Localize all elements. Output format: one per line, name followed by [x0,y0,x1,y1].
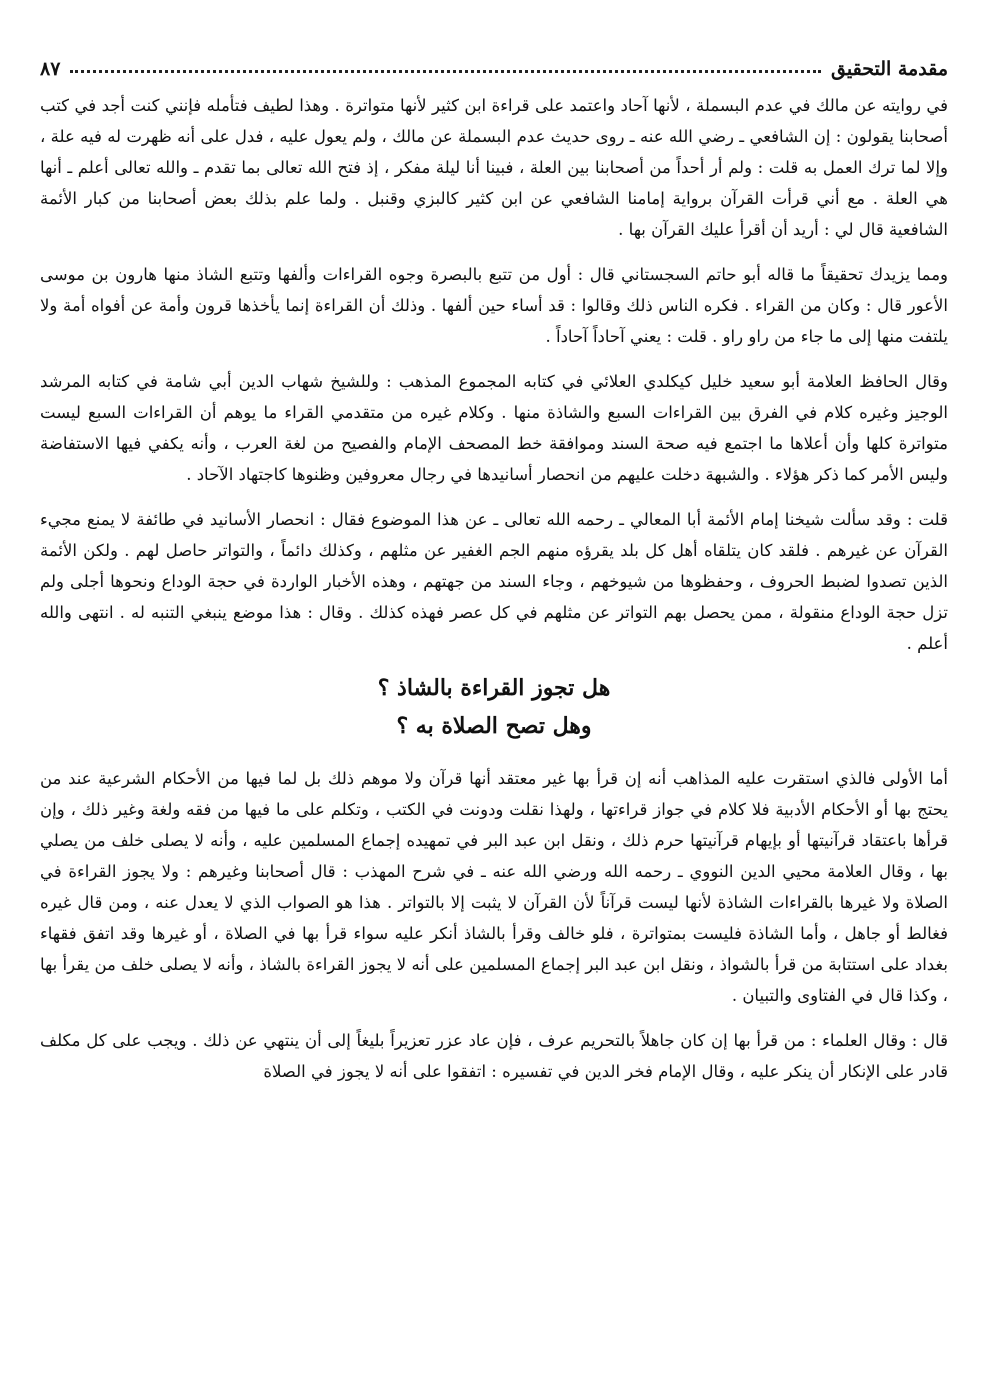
document-page [40,40,948,1340]
section-heading-line-2: وهل تصح الصلاة به ؟ [396,713,592,739]
page-number: ٨٧ [40,58,61,80]
paragraph-3: وقال الحافظ العلامة أبو سعيد خليل كيكلدي العلائي في كتابه المجموع المذهب : وللشيخ شهاب الدين أبي شامة في كتابه المرشد الوجيز وغيره كلام في الفرق بين القراءات السبع والشاذة منها . وكلام غيره من متقدمي القراء ما يوهم أن القراءات السبع ليست متواترة كلها وأن أعلاها ما اجتمع فيه صحة السند وموافقة خط المصحف الإمام والفصيح من لغة العرب ، وأنه يكفي فيها الاستفاضة وليس الأمر كما ذكر هؤلاء . والشبهة دخلت عليهم من انحصار أسانيدها في رجال معروفين وظنوها كاجتهاد الآحاد . [40,372,948,484]
paragraph-4: قلت : وقد سألت شيخنا إمام الأئمة أبا المعالي ـ رحمه الله تعالى ـ عن هذا الموضوع فقال : انحصار الأسانيد في طائفة لا يمنع مجيء القرآن عن غيرهم . فلقد كان يتلقاه أهل كل بلد يقرؤه منهم الجم الغفير عن مثلهم ، وكذلك دائماً ، والتواتر حاصل لهم . ولكن الأئمة الذين تصدوا لضبط الحروف ، وحفظوها من شيوخهم ، وجاء السند من جهتهم ، وهذه الأخبار الواردة في حجة الوداع ونحوها أجلى ولم تزل حجة الوداع منقولة ، ممن يحصل بهم التواتر عن مثلهم في كل عصر فهذه كذلك . وقال : هذا موضع ينبغي التنبه له . انتهى والله أعلم . [40,510,948,653]
paragraph-5: أما الأولى فالذي استقرت عليه المذاهب أنه إن قرأ بها غير معتقد أنها قرآن ولا موهم ذلك بل لما فيها من الأحكام الشرعية عند من يحتج بها أو الأحكام الأدبية فلا كلام في جواز قراءتها ، ولهذا نقلت ودونت في الكتب ، وتكلم على ما فيها من فقه ولغة وغير ذلك ، وإن قرأها باعتقاد قرآنيتها أو بإيهام قرآنيتها حرم ذلك ، ونقل ابن عبد البر في تمهيده إجماع المسلمين عليه ، وأنه لا يصلى خلف من يصلي بها ، وقال العلامة محيي الدين النووي ـ رحمه الله ورضي الله عنه ـ في شرح المهذب : قال أصحابنا وغيرهم : ولا يجوز القراءة في الصلاة ولا غيرها بالقراءات الشاذة لأنها ليست قرآناً لأن القرآن لا يثبت إلا بالتواتر . هذا هو الصواب الذي لا يعدل عنه ، ومن قال غيره فغالط أو جاهل ، وأما الشاذة فليست بمتواترة ، فلو خالف وقرأ بالشاذ أنكر عليه سواء قرأ بها في الصلاة ، أو غيرها وقد اتفق فقهاء بغداد على استتابة من قرأ بالشواذ ، ونقل ابن عبد البر إجماع المسلمين على أنه لا يجوز القراءة بالشاذ ، وأنه لا يصلى خلف من يقرأ بها ، وكذا قال في الفتاوى والتبيان . [40,769,948,1005]
header-title: مقدمة التحقيق [831,58,948,80]
paragraph-1: في روايته عن مالك في عدم البسملة ، لأنها آحاد واعتمد على قراءة ابن كثير لأنها متواترة . وهذا لطيف فتأمله فإنني كنت أجد في كتب أصحابنا يقولون : إن الشافعي ـ رضي الله عنه ـ روى حديث عدم البسملة عن مالك ، ولم يعول عليه ، فدل على أنه ظهرت له فيه علة ، وإلا لما ترك العمل به قلت : ولم أر أحداً من أصحابنا بين العلة ، فبينا أنا ليلة مفكر ، إذ فتح الله تعالى بما تقدم ـ والله تعالى أعلم ـ أنها هي العلة . مع أني قرأت القرآن برواية إمامنا الشافعي عن ابن كثير كالبزي وقنبل . ولما علم بذلك بعض أصحابنا من كبار الأئمة الشافعية قال لي : أريد أن أقرأ عليك القرآن بها . [40,96,948,239]
section-heading-block [40,669,948,745]
paragraph-2: ومما يزيدك تحقيقاً ما قاله أبو حاتم السجستاني قال : أول من تتبع بالبصرة وجوه القراءات وألفها وتتبع الشاذ منها هارون بن موسى الأعور قال : وكان من القراء . فكره الناس ذلك وقالوا : قد أساء حين ألفها . وذلك أن القراءة إنما يأخذها قرون وأمة عن أفواه أمة ولا يلتفت منها إلى ما جاء من راو راو . قلت : يعني آحاداً آحاداً . [40,265,948,346]
section-heading-line-1: هل تجوز القراءة بالشاذ ؟ [377,675,611,701]
running-header [40,40,948,80]
header-dot-leader [70,70,821,73]
paragraph-6: قال : وقال العلماء : من قرأ بها إن كان جاهلاً بالتحريم عرف ، فإن عاد عزر تعزيراً بليغاً إلى أن ينتهي عن ذلك . ويجب على كل مكلف قادر على الإنكار أن ينكر عليه ، وقال الإمام فخر الدين في تفسيره : اتفقوا على أنه لا يجوز في الصلاة [40,1031,948,1081]
